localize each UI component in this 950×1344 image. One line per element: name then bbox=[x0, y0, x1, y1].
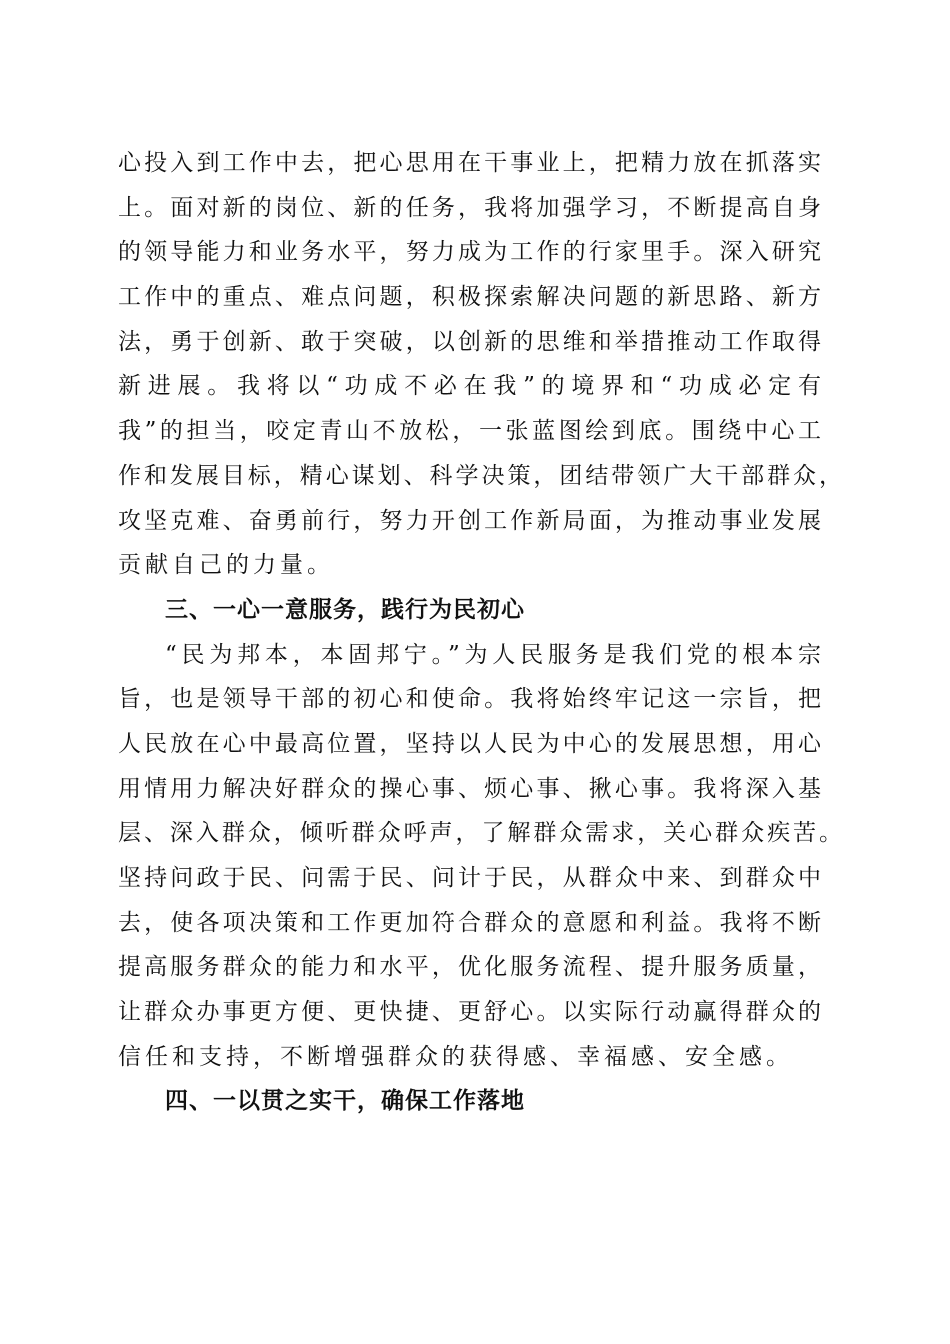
paragraph-1 bbox=[118, 141, 842, 588]
text-line: “民为邦本，本固邦宁。”为人民服务是我们党的根本宗 bbox=[165, 641, 821, 668]
text-line: 旨，也是领导干部的初心和使命。我将始终牢记这一宗旨，把 bbox=[118, 686, 821, 713]
text-line: 用情用力解决好群众的操心事、烦心事、揪心事。我将深入基 bbox=[118, 775, 821, 802]
text-line: 攻坚克难、奋勇前行，努力开创工作新局面，为推动事业发展 bbox=[118, 507, 821, 534]
text-line: 作和发展目标，精心谋划、科学决策，团结带领广大干部群众， bbox=[118, 462, 842, 489]
text-line: 提高服务群众的能力和水平，优化服务流程、提升服务质量， bbox=[118, 954, 821, 981]
text-line: 的领导能力和业务水平，努力成为工作的行家里手。深入研究 bbox=[118, 239, 821, 266]
text-line: 坚持问政于民、问需于民、问计于民，从群众中来、到群众中 bbox=[118, 865, 821, 891]
section-heading-4: 四、一以贯之实干，确保工作落地 bbox=[165, 1088, 525, 1115]
text-line: 我”的担当，咬定青山不放松，一张蓝图绘到底。围绕中心工 bbox=[118, 418, 821, 445]
text-line: 法，勇于创新、敢于突破，以创新的思维和举措推动工作取得 bbox=[118, 328, 821, 355]
text-line: 贡献自己的力量。 bbox=[118, 552, 334, 579]
section-heading-3: 三、一心一意服务，践行为民初心 bbox=[165, 596, 525, 623]
text-line: 心投入到工作中去，把心思用在干事业上，把精力放在抓落实 bbox=[118, 150, 821, 176]
text-line: 信任和支持，不断增强群众的获得感、幸福感、安全感。 bbox=[118, 1043, 793, 1070]
text-line: 上。面对新的岗位、新的任务，我将加强学习，不断提高自身 bbox=[118, 194, 821, 221]
text-line: 新进展。我将以“功成不必在我”的境界和“功成必定有 bbox=[118, 373, 821, 400]
document-page bbox=[118, 141, 842, 1124]
text-line: 去，使各项决策和工作更加符合群众的意愿和利益。我将不断 bbox=[118, 909, 821, 936]
text-line: 工作中的重点、难点问题，积极探索解决问题的新思路、新方 bbox=[118, 284, 821, 311]
paragraph-2 bbox=[118, 633, 842, 1080]
text-line: 层、深入群众，倾听群众呼声，了解群众需求，关心群众疾苦。 bbox=[118, 820, 842, 847]
text-line: 让群众办事更方便、更快捷、更舒心。以实际行动赢得群众的 bbox=[118, 999, 821, 1026]
text-line: 人民放在心中最高位置，坚持以人民为中心的发展思想，用心 bbox=[118, 730, 821, 757]
